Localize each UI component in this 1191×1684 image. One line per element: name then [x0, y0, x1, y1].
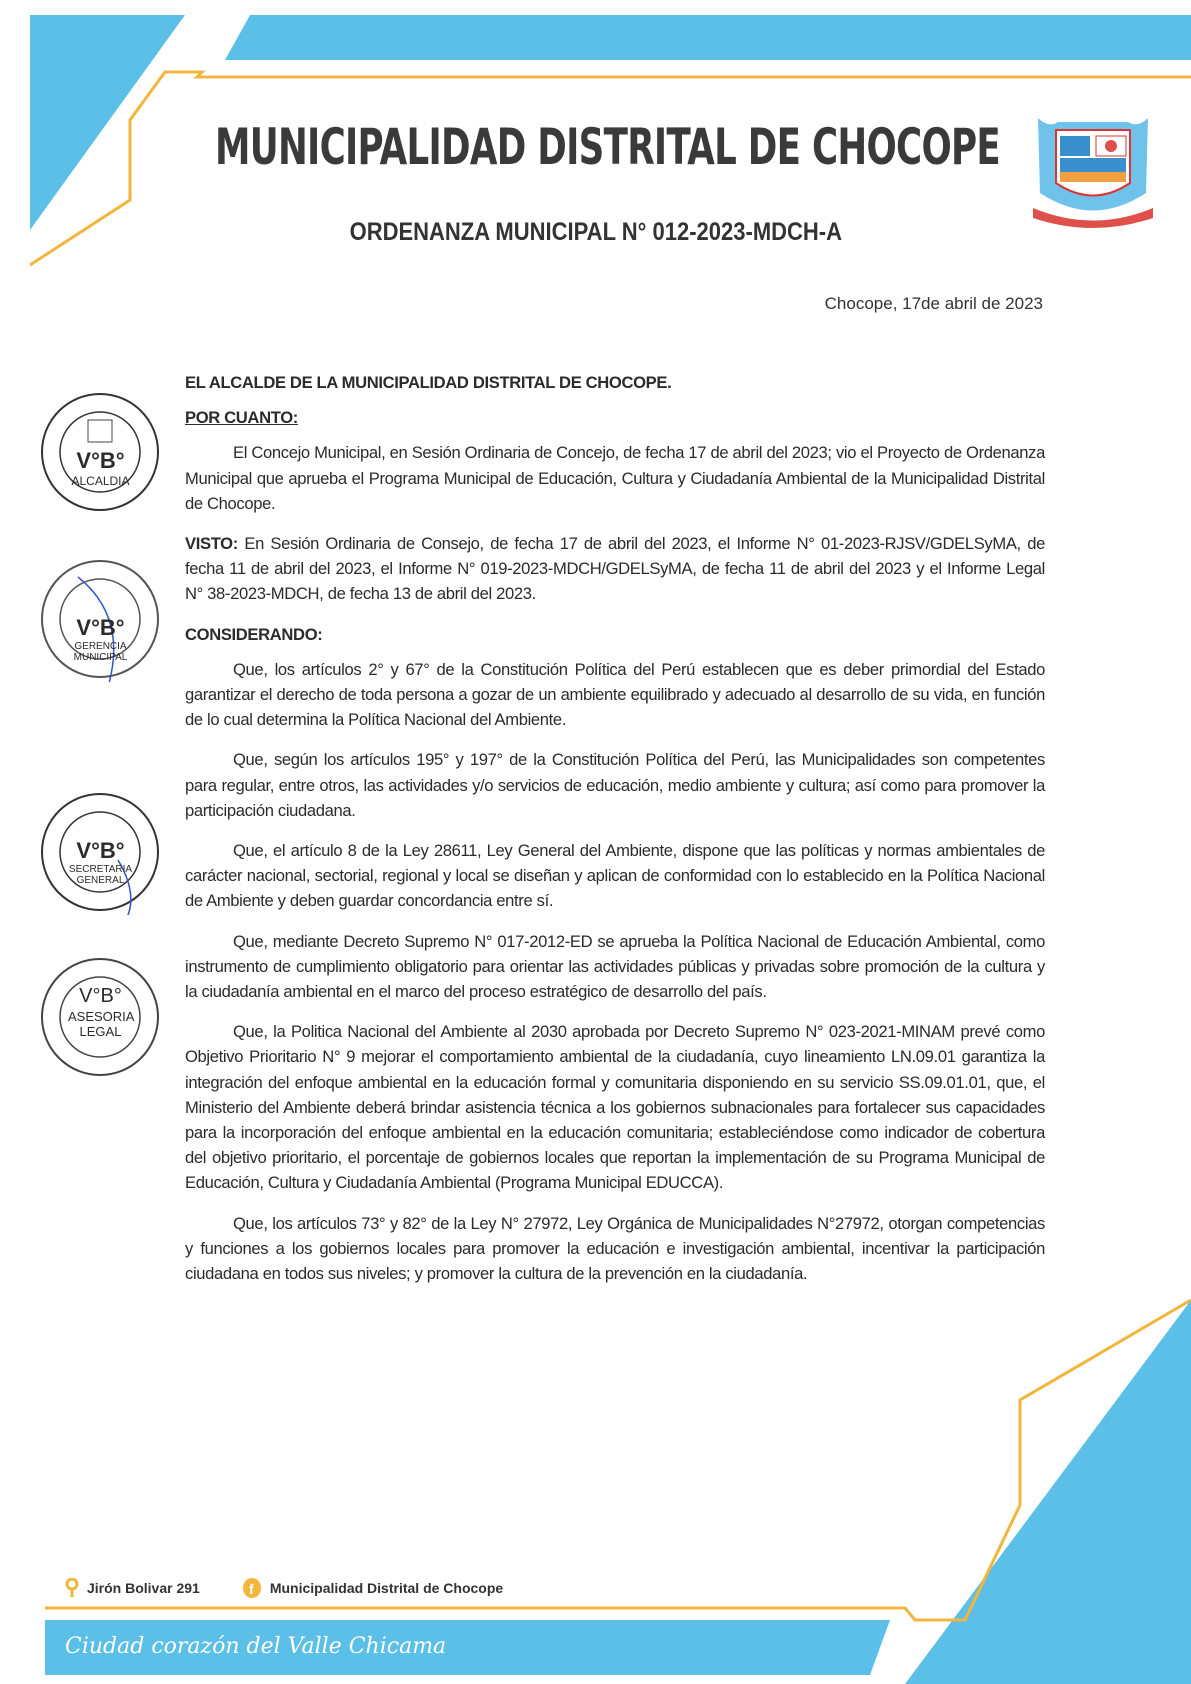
stamp-asesoria — [38, 955, 163, 1080]
footer-address: Jirón Bolivar 291 — [87, 1580, 200, 1596]
svg-text:f: f — [248, 1581, 254, 1597]
visto-paragraph — [185, 531, 1045, 607]
stamp-office: SECRETARIA GENERAL — [68, 864, 133, 886]
stamp-office: ASESORIA LEGAL — [68, 1009, 135, 1039]
footer-facebook: Municipalidad Distrital de Chocope — [269, 1580, 504, 1596]
stamp-office: GERENCIA MUNICIPAL — [73, 641, 128, 663]
considerando-paragraph: Que, según los artículos 195° y 197° de la Constitución Política del Perú, las Municipalidades son competentes para regular, entre otros, las actividades y/o servicios de educación, medio ambiente y cultura; así como para promover la participación ciudadana. — [185, 750, 1045, 820]
stamp-gerencia — [38, 557, 163, 682]
visto-label: VISTO: — [185, 534, 238, 554]
considerando-paragraph: Que, los artículos 2° y 67° de la Constitución Política del Perú establecen que es deber primordial del Estado garantizar el derecho de toda persona a gozar de un ambiente equilibrado y adecuado al desarrollo de su vida, en función de lo cual determina la Política Nacional del Ambiente. — [185, 659, 1045, 730]
document-body — [185, 370, 1045, 1301]
footer-contact — [65, 1577, 503, 1599]
ordinance-number: ORDENANZA MUNICIPAL N° 012-2023-MDCH-A — [349, 218, 842, 246]
facebook-icon — [242, 1577, 262, 1599]
stamp-vb: V°B° — [76, 615, 125, 640]
considerando-paragraph: Que, la Politica Nacional del Ambiente al 2030 aprobada por Decreto Supremo N° 023-2021-MINAM prevé como Objetivo Prioritario N° 9 mejorar el comportamiento ambiental de la ciudadanía, cuyo lineamiento LN.09.01 garantiza la integración del enfoque ambiental en la educación formal y comunitaria disponiendo en su servicio SS.09.01.01, que, el Ministerio del Ambiente deberá brindar asistencia técnica a los gobiernos subnacionales para fortalecer sus capacidades para la incorporación del enfoque ambiental en la educación comunitaria; estableciéndose como indicador de cobertura del objetivo prioritario, el porcentaje de gobiernos locales que reportan la implementación de su Programa Municipal de Educación, Cultura y Ciudadanía Ambiental (Programa Municipal EDUCCA). — [185, 1022, 1045, 1193]
stamp-alcaldia — [38, 390, 163, 515]
considerando-paragraph: Que, mediante Decreto Supremo N° 017-2012-ED se aprueba la Política Nacional de Educación Ambiental, como instrumento de cumplimiento obligatorio para orientar las actividades públicas y privadas sobre promoción de la cultura y la ciudadanía ambiental en el marco del proceso estratégico de desarrollo del país. — [185, 931, 1045, 1002]
institution-title: MUNICIPALIDAD DISTRITAL DE CHOCOPE — [215, 118, 1001, 176]
footer-slogan: Ciudad corazón del Valle Chicama — [65, 1634, 447, 1659]
stamp-vb: V°B° — [79, 985, 122, 1007]
considerando-paragraph: Que, los artículos 73° y 82° de la Ley N° 27972, Ley Orgánica de Municipalidades N°27972, otorgan competencias y funciones a los gobiernos locales para promover la educación e investigación ambiental, incentivar la participación ciudadana en todos sus niveles; y promover la cultura de la prevención en la ciudadanía. — [185, 1213, 1045, 1284]
por-cuanto-paragraph: El Concejo Municipal, en Sesión Ordinaria de Concejo, de fecha 17 de abril del 2023; vio el Proyecto de Ordenanza Municipal que aprueba el Programa Municipal de Educación, Cultura y Ciudadanía Ambiental de la Municipalidad Distrital de Chocope. — [185, 443, 1045, 513]
visto-text: En Sesión Ordinaria de Consejo, de fecha 17 de abril del 2023, el Informe N° 01-2023-RJSV/GDELSyMA, de fecha 11 de abril del 2023, el Informe N° 019-2023-MDCH/GDELSyMA, de fecha 11 de abril del 2023 y el Informe Legal N° 38-2023-MDCH, de fecha 13 de abril del 2023. — [185, 534, 1045, 604]
por-cuanto-label: POR CUANTO: — [185, 408, 298, 428]
ordinance-title — [0, 218, 1191, 247]
stamp-office: ALCALDIA — [71, 474, 130, 488]
document-date: Chocope, 17de abril de 2023 — [824, 294, 1043, 313]
considerando-paragraph: Que, el artículo 8 de la Ley 28611, Ley General del Ambiente, dispone que las políticas y normas ambientales de carácter nacional, sectorial, regional y local se diseñan y aplican de conformidad con lo establecido en la Política Nacional de Ambiente y deben guardar concordancia entre sí. — [185, 841, 1045, 911]
stamp-vb: V°B° — [76, 838, 125, 863]
municipal-coat-of-arms-logo — [1028, 108, 1158, 233]
location-pin-icon — [65, 1578, 79, 1598]
stamp-secretaria — [38, 790, 163, 915]
body-heading: EL ALCALDE DE LA MUNICIPALIDAD DISTRITAL DE CHOCOPE. — [185, 373, 672, 392]
considerando-label: CONSIDERANDO: — [185, 624, 323, 644]
stamp-vb: V°B° — [76, 448, 125, 473]
